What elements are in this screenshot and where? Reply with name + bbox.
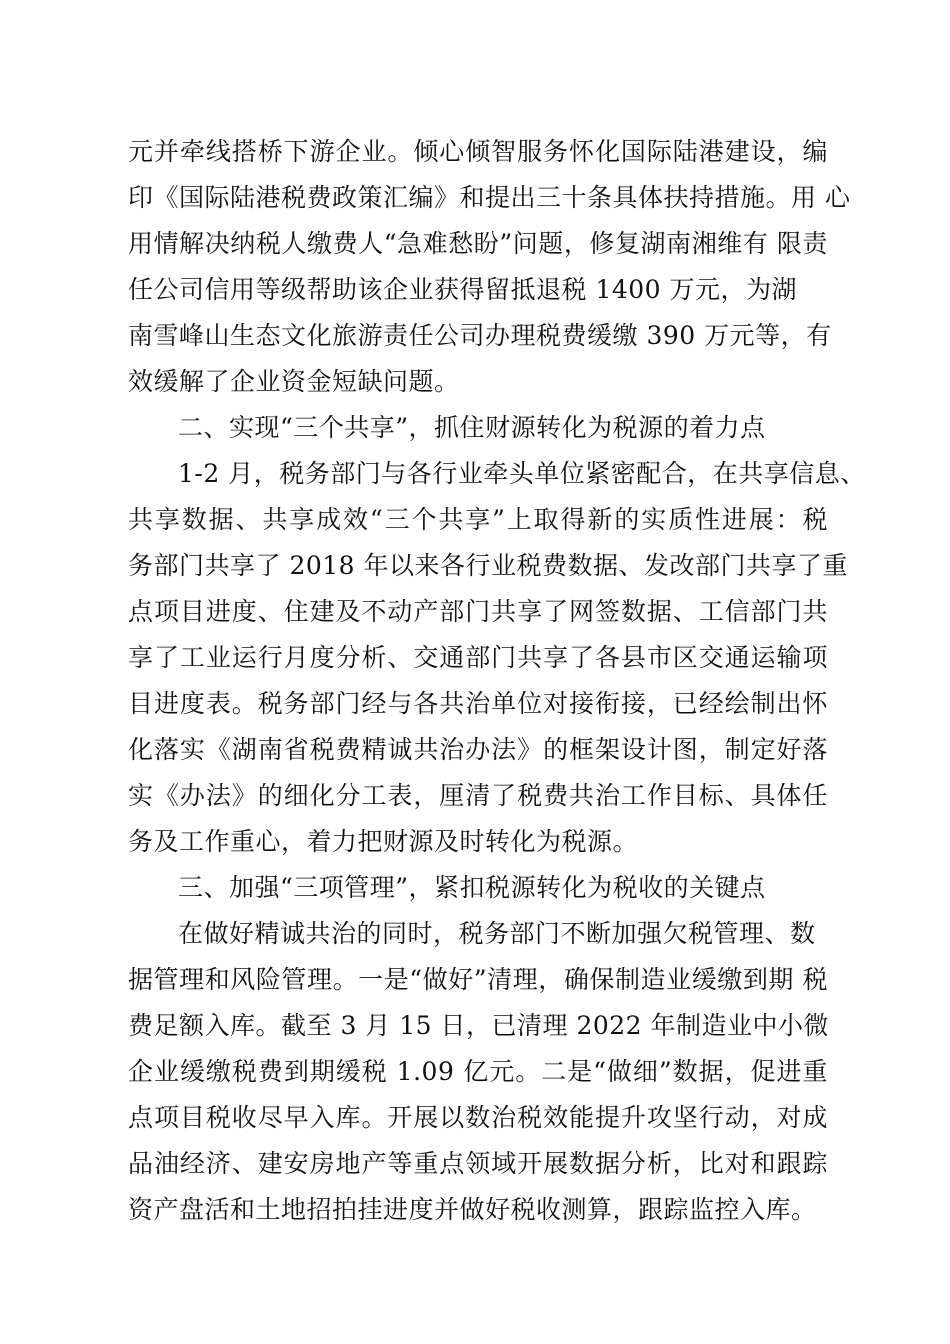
text-line: 据管理和风险管理。一是“做好”清理，确保制造业缓缴到期 税	[128, 965, 828, 994]
text-line: 点项目进度、住建及不动产部门共享了网签数据、工信部门共	[128, 597, 828, 626]
text-line: 效缓解了企业资金短缺问题。	[128, 367, 460, 396]
text-line: 享了工业运行月度分析、交通部门共享了各县市区交通运输项	[128, 643, 828, 672]
text-line: 化落实《湖南省税费精诚共治办法》的框架设计图，制定好落	[128, 735, 828, 764]
text-line: 实《办法》的细化分工表，厘清了税费共治工作目标、具体任	[128, 781, 828, 810]
text-line: 用情解决纳税人缴费人“急难愁盼”问题，修复湖南湘维有 限责	[128, 229, 828, 258]
text-line: 企业缓缴税费到期缓税 1.09 亿元。二是“做细”数据，促进重	[128, 1057, 828, 1086]
text-line: 费足额入库。截至 3 月 15 日，已清理 2022 年制造业中小微	[128, 1011, 830, 1040]
text-line: 任公司信用等级帮助该企业获得留抵退税 1400 万元，为湖	[128, 275, 798, 304]
text-line: 品油经济、建安房地产等重点领域开展数据分析，比对和跟踪	[128, 1149, 828, 1178]
text-line: 资产盘活和土地招拍挂进度并做好税收测算，跟踪监控入库。	[128, 1195, 817, 1224]
text-line: 印《国际陆港税费政策汇编》和提出三十条具体扶持措施。用 心	[128, 183, 851, 212]
text-line: 南雪峰山生态文化旅游责任公司办理税费缓缴 390 万元等，有	[128, 321, 832, 350]
text-line: 共享数据、共享成效“三个共享”上取得新的实质性进展：税	[128, 505, 828, 534]
section-heading-2: 二、实现“三个共享”，抓住财源转化为税源的着力点	[178, 413, 766, 442]
text-line: 元并牵线搭桥下游企业。倾心倾智服务怀化国际陆港建设，编	[128, 137, 828, 166]
text-line: 目进度表。税务部门经与各共治单位对接衔接，已经绘制出怀	[128, 689, 828, 718]
text-line: 务及工作重心，着力把财源及时转化为税源。	[128, 827, 639, 856]
text-line: 在做好精诚共治的同时，税务部门不断加强欠税管理、数	[178, 919, 816, 948]
text-line: 点项目税收尽早入库。开展以数治税效能提升攻坚行动，对成	[128, 1103, 828, 1132]
text-line: 1-2 月，税务部门与各行业牵头单位紧密配合，在共享信息、	[178, 459, 866, 488]
text-line: 务部门共享了 2018 年以来各行业税费数据、发改部门共享了重	[128, 551, 849, 580]
section-heading-3: 三、加强“三项管理”，紧扣税源转化为税收的关键点	[178, 873, 766, 902]
